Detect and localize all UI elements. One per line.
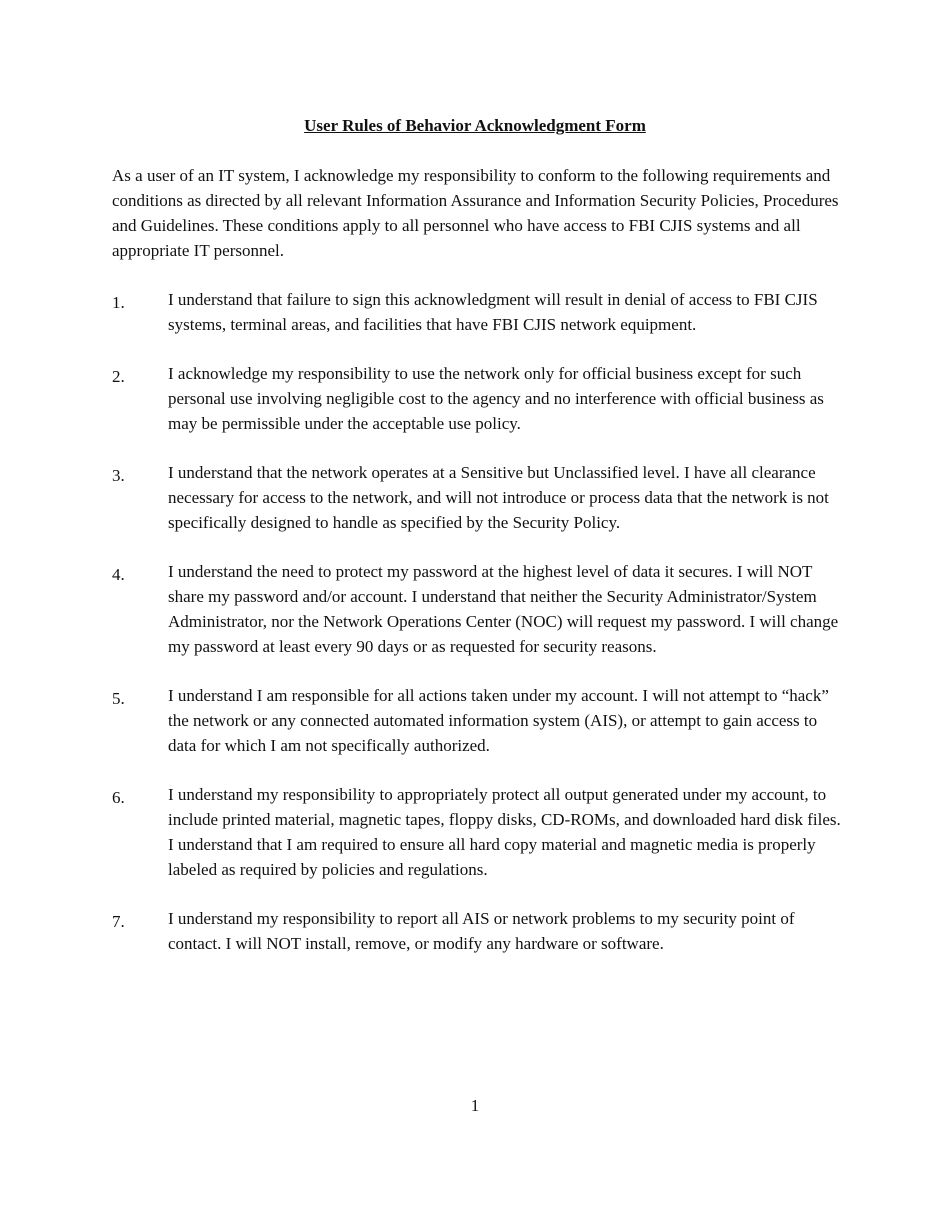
item-text: I understand my responsibility to report all AIS or network problems to my security point of contact. I will NOT install, remove, or modify any hardware or software. (168, 909, 795, 953)
item-text: I acknowledge my responsibility to use the network only for official business except for such personal use involving negligible cost to the agency and no interference with official business as may be permissible under the acceptable use policy. (168, 364, 824, 433)
item-text: I understand that failure to sign this acknowledgment will result in denial of access to FBI CJIS systems, terminal areas, and facilities that have FBI CJIS network equipment. (168, 290, 818, 334)
item-text: I understand the need to protect my password at the highest level of data it secures. I will NOT share my password and/or account. I understand that neither the Security Administrator/System Administrator, nor the Network Operations Center (NOC) will request my password. I will change my password at least every 90 days or as requested for security reasons. (168, 562, 839, 656)
list-item (112, 287, 847, 337)
item-number: 1. (112, 293, 125, 312)
item-text: I understand my responsibility to appropriately protect all output generated under my account, to include printed material, magnetic tapes, floppy disks, CD-ROMs, and downloaded hard disk files. I understand that I am required to ensure all hard copy material and magnetic media is properly labeled as required by policies and regulations. (168, 785, 841, 879)
acknowledgment-list (112, 287, 847, 980)
list-item (112, 782, 847, 882)
item-text: I understand I am responsible for all actions taken under my account. I will not attempt to “hack” the network or any connected automated information system (AIS), or attempt to gain access to data for which I am not specifically authorized. (168, 686, 829, 755)
intro-paragraph: As a user of an IT system, I acknowledge my responsibility to conform to the following requirements and conditions as directed by all relevant Information Assurance and Information Security Policies, Procedures and Guidelines. These conditions apply to all personnel who have access to FBI CJIS systems and all appropriate IT personnel. (112, 166, 839, 260)
item-number: 3. (112, 466, 125, 485)
item-text: I understand that the network operates at a Sensitive but Unclassified level. I have all clearance necessary for access to the network, and will not introduce or process data that the network is not specifically designed to handle as specified by the Security Policy. (168, 463, 829, 532)
list-item (112, 683, 847, 758)
item-number: 7. (112, 912, 125, 931)
document-title: User Rules of Behavior Acknowledgment Form (304, 116, 646, 135)
item-number: 4. (112, 565, 125, 584)
item-number: 2. (112, 367, 125, 386)
item-number: 6. (112, 788, 125, 807)
list-item (112, 460, 847, 535)
page-number: 1 (470, 1096, 480, 1115)
list-item (112, 559, 847, 659)
list-item (112, 361, 847, 436)
list-item (112, 906, 847, 956)
item-number: 5. (112, 689, 125, 708)
